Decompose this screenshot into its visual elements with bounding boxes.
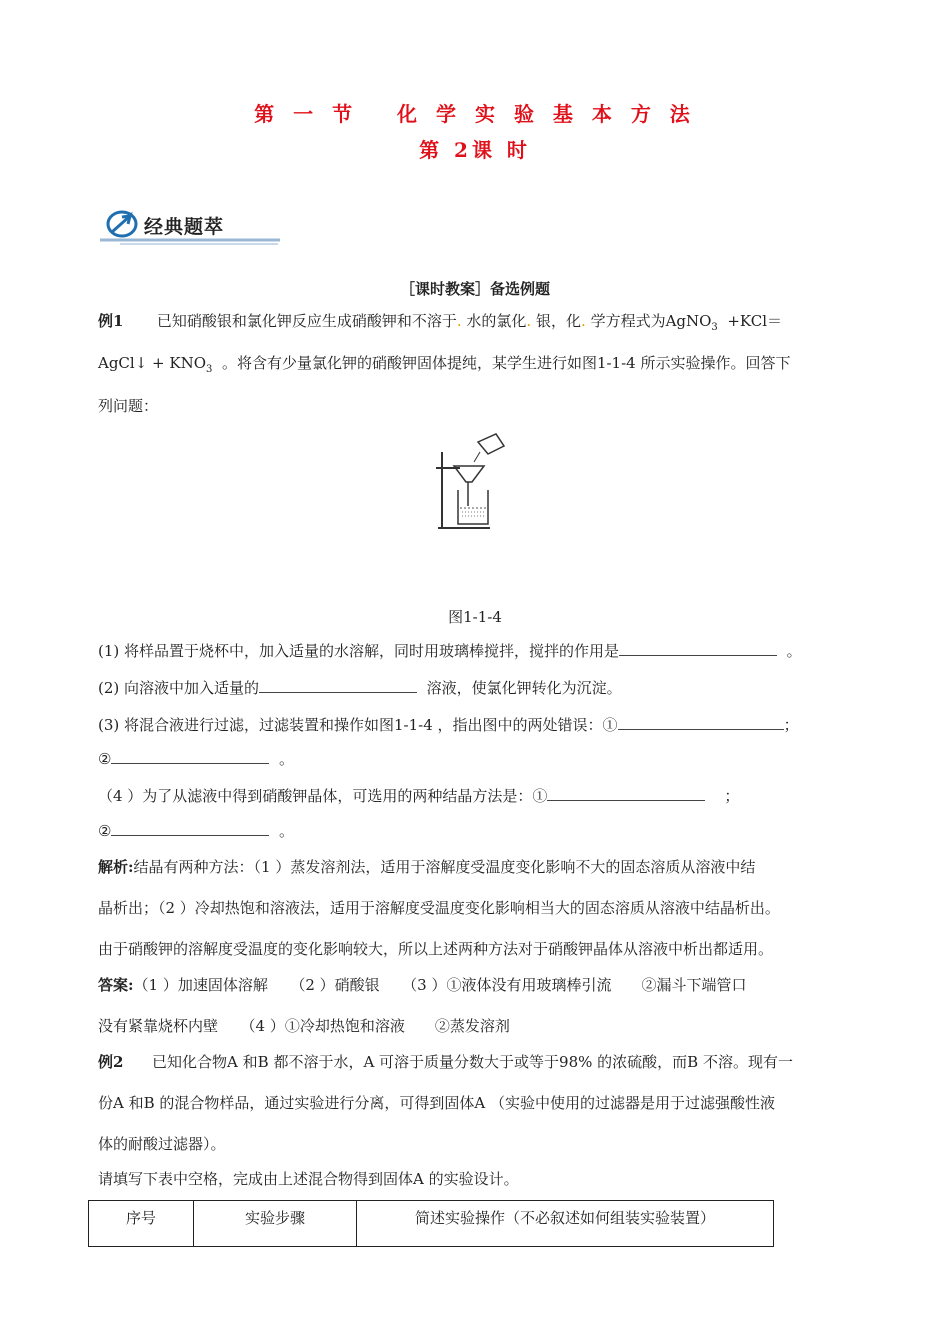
dot-mark: . — [526, 312, 532, 330]
text: 。 — [786, 642, 802, 660]
question-4b — [98, 820, 294, 841]
text: 溶液，使氯化钾转化为沉淀。 — [426, 679, 622, 697]
text: ； — [724, 787, 740, 805]
filtration-apparatus-figure — [430, 424, 530, 534]
text: 结晶有两种方法：（1 ）蒸发溶剂法，适用于溶解度受温度变化影响不大的固态溶质从溶液中结 — [133, 858, 756, 876]
example2-line3: 体的耐酸过滤器）。 — [98, 1135, 226, 1153]
text: （4 ）为了从滤液中得到硝酸钾晶体，可选用的两种结晶方法是：① — [98, 787, 548, 805]
example1-line2 — [98, 352, 790, 375]
table-header-cell: 实验步骤 — [194, 1201, 357, 1247]
answer-line1 — [98, 974, 747, 995]
answer-blank[interactable] — [259, 678, 417, 693]
question-4 — [98, 785, 739, 806]
table-header-cell: 简述实验操作（不必叙述如何组装实验装置） — [357, 1201, 774, 1247]
section-title: ［课时教案］备选例题 — [399, 280, 550, 298]
subscript: 3 — [206, 364, 213, 375]
text: 学方程式为AgNO — [590, 312, 712, 330]
analysis-line3: 由于硝酸钾的溶解度受温度的变化影响较大，所以上述两种方法对于硝酸钾晶体从溶液中析出都适用。 — [98, 940, 774, 958]
table-header-row — [89, 1201, 774, 1247]
page-subtitle: 第 2课 时 — [419, 138, 531, 162]
text: 已知化合物A 和B 都不溶于水，A 可溶于质量分数大于或等于98% 的浓硫酸，而B 不溶。现有一 — [152, 1053, 793, 1071]
answer-blank[interactable] — [111, 821, 269, 836]
question-2 — [98, 677, 622, 698]
dot-mark: . — [456, 312, 462, 330]
answer-blank[interactable] — [619, 641, 777, 656]
text: 。 — [279, 822, 295, 840]
analysis-line1 — [98, 856, 755, 877]
text: 银，化 — [535, 312, 581, 330]
text: +KCl＝ — [727, 312, 782, 330]
answer-label: 答案: — [98, 976, 134, 994]
text: 已知硝酸银和氯化钾反应生成硝酸钾和不溶于 — [156, 312, 457, 330]
experiment-table — [88, 1200, 774, 1247]
question-1 — [98, 640, 802, 661]
text: AgCl↓ + KNO — [98, 354, 207, 372]
example2-label: 例2 — [98, 1053, 124, 1071]
analysis-line2: 晶析出；（2 ）冷却热饱和溶液法，适用于溶解度受温度变化影响相当大的固态溶质从溶液中结晶析出。 — [98, 899, 780, 917]
text: （1 ）加速固体溶解 （2 ）硝酸银 （3 ）①液体没有用玻璃棒引流 ②漏斗下端管口 — [133, 976, 747, 994]
section-badge — [100, 206, 285, 246]
example1-line1 — [98, 310, 782, 333]
example2-line1 — [98, 1051, 793, 1072]
text: 。将含有少量氯化钾的硝酸钾固体提纯，某学生进行如图1-1-4 所示实验操作。回答下 — [221, 354, 791, 372]
figure-caption: 图1-1-4 — [448, 608, 502, 626]
table-header-cell: 序号 — [89, 1201, 194, 1247]
dot-mark: . — [581, 312, 586, 330]
question-3 — [98, 714, 799, 735]
answer-blank[interactable] — [547, 786, 705, 801]
subscript: 3 — [711, 322, 718, 333]
text: (3) 将混合液进行过滤，过滤装置和操作如图1-1-4 ，指出图中的两处错误：① — [98, 716, 618, 734]
answer-blank[interactable] — [111, 749, 269, 764]
text: (1) 将样品置于烧杯中，加入适量的水溶解，同时用玻璃棒搅拌，搅拌的作用是 — [98, 642, 620, 660]
badge-label: 经典题萃 — [144, 216, 225, 238]
text: 。 — [279, 750, 295, 768]
answer-line2: 没有紧靠烧杯内壁 （4 ）①冷却热饱和溶液 ②蒸发溶剂 — [98, 1017, 510, 1035]
text: ② — [98, 750, 112, 768]
text: ； — [783, 716, 799, 734]
analysis-label: 解析: — [98, 858, 134, 876]
page-title: 第 一 节 化 学 实 验 基 本 方 法 — [254, 102, 696, 126]
example2-line4: 请填写下表中空格，完成由上述混合物得到固体A 的实验设计。 — [98, 1170, 519, 1188]
example1-label: 例1 — [98, 312, 124, 330]
example1-line3: 列问题： — [98, 397, 159, 415]
example2-line2: 份A 和B 的混合物样品，通过实验进行分离，可得到固体A （实验中使用的过滤器是用于过滤强酸性液 — [98, 1094, 775, 1112]
answer-blank[interactable] — [618, 715, 784, 730]
text: (2) 向溶液中加入适量的 — [98, 679, 260, 697]
text: ② — [98, 822, 112, 840]
text: 水的氯化 — [466, 312, 527, 330]
question-3b — [98, 748, 294, 769]
